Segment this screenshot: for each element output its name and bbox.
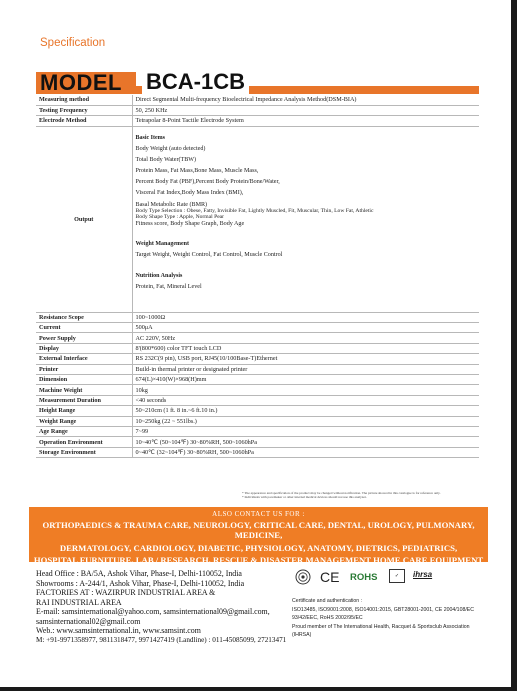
spec-table	[36, 95, 479, 458]
contact-line: E-mail: samsinternational@yahoo.com, samsinternational09@gmail.com,	[36, 607, 270, 616]
banner-title: ALSO CONTACT US FOR :	[212, 510, 305, 518]
weight-management-items: Target Weight, Weight Control, Fat Control, Muscle Control	[135, 252, 283, 259]
nutrition-analysis-items: Protein, Fat, Mineral Level	[135, 284, 202, 291]
contact-details	[36, 569, 286, 645]
table-row	[36, 385, 479, 395]
table-row	[36, 116, 479, 126]
table-row	[36, 333, 479, 343]
footnote: * Individuals with pacemaker or other internal medical devices should not use this analyzer.	[242, 495, 367, 500]
output-value	[132, 126, 479, 312]
cert-line: Certificate and authentication :	[292, 598, 363, 604]
cert-line: (IHRSA)	[292, 632, 312, 639]
contact-line: FACTORIES AT : WAZIRPUR INDUSTRIAL AREA &	[36, 588, 216, 597]
spec-value: 100~1000Ω	[132, 312, 479, 322]
output-row	[36, 126, 479, 312]
table-row	[36, 95, 479, 105]
basic-item: Total Body Water(TBW)	[135, 156, 197, 163]
contact-line: Web.: www.samsinternational.in, www.samsint.com	[36, 626, 201, 635]
table-row	[36, 343, 479, 353]
spec-value: 50~210cm (1 ft. 8 in.~6 ft.10 in.)	[132, 406, 479, 416]
spec-key: Printer	[36, 364, 132, 374]
spec-value: RS 232C(9 pin), USB port, RJ45(10/100Base-T)Ethernet	[132, 354, 479, 364]
table-row	[36, 364, 479, 374]
basic-item: Body Type Selection : Obese, Fatty, Invisible Fat, Lightly Muscled, Fit, Muscular, Thin, Low Fat, Athletic	[135, 207, 374, 214]
contact-line: M: +91-9971358977, 9811318477, 9971427419 (Landline) : 011-45085099, 27213471	[36, 635, 287, 644]
weight-management-title: Weight Management	[135, 241, 189, 248]
spec-key: Measurement Duration	[36, 395, 132, 405]
rohs-logo: ROHS	[350, 572, 378, 583]
spec-value: 7~99	[132, 426, 479, 436]
banner-line: ORTHOPAEDICS & TRAUMA CARE, NEUROLOGY, CRITICAL CARE, DENTAL, UROLOGY, PULMONARY, MEDICINE,	[42, 520, 475, 541]
spec-key: Measuring method	[36, 95, 132, 105]
basic-items-title: Basic Items	[135, 134, 165, 141]
banner-line: HOSPITAL FURNITURE, LAB / RESEARCH, RESCUE & DISASTER MANAGEMENT HOME CARE EQUIPMENT	[33, 555, 484, 566]
spec-value: 10kg	[132, 385, 479, 395]
contact-line: samsinternational02@gmail.com	[36, 616, 141, 626]
cert-line: ISO13485, ISO9001:2008, ISO14001:2015, GBT28001-2001, CE 2004/108/EC	[292, 606, 474, 613]
basic-item: Percent Body Fat (PBF),Percent Body Protein/Bone/Water,	[135, 178, 280, 185]
section-heading: Specification	[40, 37, 106, 49]
footnotes	[242, 491, 441, 499]
footnote: * The appearance and specification of the product may be changed without notification. The picture showed in this catalogue is for reference only.	[242, 491, 441, 495]
contact-line: RAI INDUSTRIAL AREA	[36, 597, 122, 607]
ihrsa-logo: ihrsa	[413, 570, 433, 579]
spec-key: Display	[36, 343, 132, 353]
spec-value: 674(L)×410(W)×968(H)mm	[132, 375, 479, 385]
spec-key: Weight Range	[36, 416, 132, 426]
spec-key: Testing Frequency	[36, 105, 132, 115]
spec-value: 10~40℃ (50~104℉) 30~80%RH, 500~1060hPa	[132, 437, 479, 447]
basic-item: Protein Mass, Fat Mass,Bone Mass, Muscle Mass,	[135, 167, 259, 174]
table-row	[36, 437, 479, 447]
spec-value: 0~40℃ (32~104℉) 30~80%RH, 500~1060hPa	[132, 447, 479, 457]
table-row	[36, 416, 479, 426]
contact-banner	[29, 507, 488, 566]
table-row	[36, 395, 479, 405]
basic-item: Body Shape Type : Apple, Normal Pear	[135, 214, 225, 221]
spec-key: Age Range	[36, 426, 132, 436]
spec-key: Power Supply	[36, 333, 132, 343]
spec-value: 50, 250 KHz	[132, 105, 479, 115]
basic-item: Fitness score, Body Shape Graph, Body Age	[135, 221, 245, 228]
spec-value: AC 220V, 50Hz	[132, 333, 479, 343]
page-edge-right	[511, 0, 517, 691]
table-row	[36, 323, 479, 333]
certificates	[292, 597, 492, 640]
contact-line: Showrooms : A-244/1, Ashok Vihar, Phase-I, Delhi-110052, India	[36, 578, 245, 588]
table-row	[36, 375, 479, 385]
certification-logos	[293, 569, 483, 587]
spec-key: Current	[36, 323, 132, 333]
banner-line: DERMATOLOGY, CARDIOLOGY, DIABETIC, PHYSIOLOGY, ANATOMY, DIETRICS, PEDIATRICS,	[59, 542, 458, 553]
table-row	[36, 426, 479, 436]
spec-key: Electrode Method	[36, 116, 132, 126]
model-label: MODEL	[40, 70, 122, 95]
certificate-badge-icon: ✓	[389, 569, 405, 583]
spec-value: 10~250kg (22 ~ 551lbs.)	[132, 416, 479, 426]
spec-value: <40 seconds	[132, 395, 479, 405]
basic-item: Basal Metabolic Rate (BMR)	[135, 201, 208, 208]
spec-key: Operation Environment	[36, 437, 132, 447]
output-key: Output	[36, 126, 132, 312]
table-row	[36, 312, 479, 322]
contact-line: Head Office : BA/5A, Ashok Vihar, Phase-I, Delhi-110052, India	[36, 569, 242, 578]
table-row	[36, 406, 479, 416]
spec-value: Build-in thermal printer or designated printer	[132, 364, 479, 374]
cert-line: Proud member of The International Health, Racquet & Sportsclub Association	[292, 623, 470, 630]
cert-line: 93/42/EEC, RoHS 2002/95/EC	[292, 615, 363, 622]
certification-seal-icon	[295, 569, 311, 585]
spec-key: Resistance Scope	[36, 312, 132, 322]
spec-value: Tetrapolar 8-Point Tactile Electrode System	[132, 116, 479, 126]
model-bar	[36, 69, 479, 95]
spec-key: External Interface	[36, 354, 132, 364]
page-edge-bottom	[0, 687, 517, 691]
spec-value: 8'(800*600) color TFT touch LCD	[132, 343, 479, 353]
spec-key: Height Range	[36, 406, 132, 416]
spec-value: 500μA	[132, 323, 479, 333]
basic-item: Visceral Fat Index,Body Mass Index (BMI),	[135, 189, 244, 196]
table-row	[36, 105, 479, 115]
table-row	[36, 447, 479, 457]
table-row	[36, 354, 479, 364]
spec-key: Storage Environment	[36, 447, 132, 457]
model-value: BCA-1CB	[142, 69, 249, 95]
basic-item: Body Weight (auto detected)	[135, 145, 206, 152]
spec-key: Dimension	[36, 375, 132, 385]
ce-mark-icon: CE	[320, 569, 340, 585]
spec-value: Direct Segmental Multi-frequency Bioelectrical Impedance Analysis Method(DSM-BIA)	[132, 95, 479, 105]
nutrition-analysis-title: Nutrition Analysis	[135, 273, 183, 280]
spec-key: Machine Weight	[36, 385, 132, 395]
